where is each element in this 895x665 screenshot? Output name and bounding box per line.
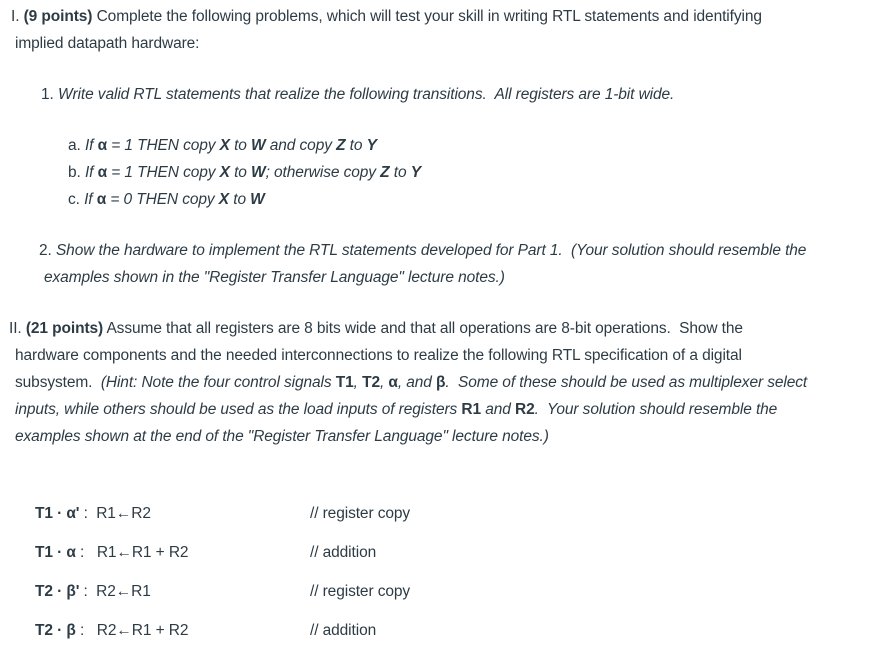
text-line xyxy=(68,132,895,159)
text-segment: inputs, while others should be used as the load inputs of registers xyxy=(15,401,462,418)
text-segment: β xyxy=(436,374,446,391)
text-segment: T1 · α xyxy=(35,544,76,561)
text-line xyxy=(15,396,895,423)
text-segment: W xyxy=(250,191,265,208)
text-segment: hardware components and the needed interconnections to realize the following RTL specification of a digital xyxy=(15,347,742,364)
text-line xyxy=(9,315,895,342)
text-segment: and xyxy=(481,401,516,418)
text-segment: W xyxy=(251,164,266,181)
text-segment: implied datapath hardware: xyxy=(15,35,200,52)
text-segment: If xyxy=(84,164,98,181)
text-segment: α xyxy=(97,137,107,154)
rtl-comment: // register copy xyxy=(310,583,411,600)
rtl-comment: // register copy xyxy=(310,505,411,522)
text-segment: c. xyxy=(68,191,85,208)
text-segment: = 1 THEN copy xyxy=(107,164,220,181)
text-segment: α xyxy=(96,191,107,208)
text-segment: R2 xyxy=(515,401,535,418)
text-segment: to xyxy=(229,164,252,181)
text-line xyxy=(39,237,895,264)
part-2-item xyxy=(0,237,895,291)
text-segment: Show the hardware to implement the RTL statements developed for Part 1. (Your solution should resemble the xyxy=(55,242,807,259)
text-segment: : R1←R2 xyxy=(79,505,151,522)
text-segment: ; otherwise copy xyxy=(265,164,381,181)
text-segment: . Some of these should be used as multiplexer select xyxy=(445,374,808,391)
text-segment: to xyxy=(229,191,251,208)
text-segment: I. xyxy=(11,8,24,25)
text-segment: X xyxy=(218,191,230,208)
text-segment: W xyxy=(251,137,266,154)
text-segment: Z xyxy=(380,164,390,181)
text-line xyxy=(44,264,895,291)
text-segment: , xyxy=(353,374,363,391)
text-line xyxy=(41,81,895,108)
text-segment: = 1 THEN copy xyxy=(107,137,220,154)
text-segment: R1 xyxy=(461,401,482,418)
text-line xyxy=(68,159,895,186)
rtl-comment: // addition xyxy=(310,544,377,561)
text-segment: 1. xyxy=(41,86,58,103)
text-line xyxy=(35,500,895,527)
text-segment: to xyxy=(389,164,411,181)
text-line xyxy=(35,617,895,644)
text-segment: T2 xyxy=(362,374,380,391)
text-segment: T2 · β xyxy=(35,622,76,639)
text-line xyxy=(15,369,895,396)
text-segment: Complete the following problems, which will test your skill in writing RTL statements and identifying xyxy=(92,8,762,25)
text-line xyxy=(11,3,895,30)
text-segment: : R2←R1 xyxy=(79,583,151,600)
text-segment: , and xyxy=(397,374,437,391)
text-segment: Z xyxy=(336,137,346,154)
text-line xyxy=(68,186,895,213)
text-segment: X xyxy=(219,137,230,154)
text-segment: T1 · α' xyxy=(35,505,80,522)
text-segment: . Your solution should resemble the xyxy=(534,401,778,418)
part-1-item xyxy=(0,81,895,108)
text-segment: α xyxy=(388,374,398,391)
problem-I-intro xyxy=(0,3,895,57)
text-segment: X xyxy=(219,164,230,181)
text-segment: = 0 THEN copy xyxy=(106,191,219,208)
text-segment: subsystem. xyxy=(15,374,101,391)
text-segment: T1 xyxy=(335,374,354,391)
text-segment: (Hint: Note the four control signals xyxy=(100,374,336,391)
text-segment: If xyxy=(84,191,97,208)
text-segment: Y xyxy=(410,164,421,181)
text-line xyxy=(15,423,895,450)
text-segment: to xyxy=(345,137,367,154)
text-segment: T2 · β' xyxy=(35,583,80,600)
text-segment: examples shown at the end of the "Register Transfer Language" lecture notes.) xyxy=(15,428,549,445)
text-segment: Y xyxy=(366,137,377,154)
text-segment: , xyxy=(379,374,389,391)
text-segment: a. xyxy=(68,137,85,154)
transitions-list xyxy=(0,132,895,213)
text-line xyxy=(15,342,895,369)
text-segment: (21 points) xyxy=(25,320,104,337)
text-segment: α xyxy=(97,164,107,181)
text-segment: b. xyxy=(68,164,85,181)
text-segment: (9 points) xyxy=(23,8,93,25)
problem-II-intro xyxy=(0,315,895,450)
text-segment: : R2←R1 + R2 xyxy=(75,622,189,639)
text-line xyxy=(35,539,895,566)
text-segment: If xyxy=(84,137,98,154)
text-segment: : R1←R1 + R2 xyxy=(75,544,189,561)
text-segment: Assume that all registers are 8 bits wide and that all operations are 8-bit operations. Show the xyxy=(103,320,743,337)
text-segment: to xyxy=(229,137,252,154)
text-segment: II. xyxy=(9,320,26,337)
text-segment: and copy xyxy=(265,137,337,154)
text-segment: 2. xyxy=(39,242,56,259)
rtl-comment: // addition xyxy=(310,622,377,639)
text-line xyxy=(15,30,895,57)
text-line xyxy=(35,578,895,605)
text-segment: examples shown in the "Register Transfer Language" lecture notes.) xyxy=(44,269,505,286)
text-segment: Write valid RTL statements that realize the following transitions. All registers are 1-bit wide. xyxy=(57,86,675,103)
rtl-specification xyxy=(0,500,895,644)
